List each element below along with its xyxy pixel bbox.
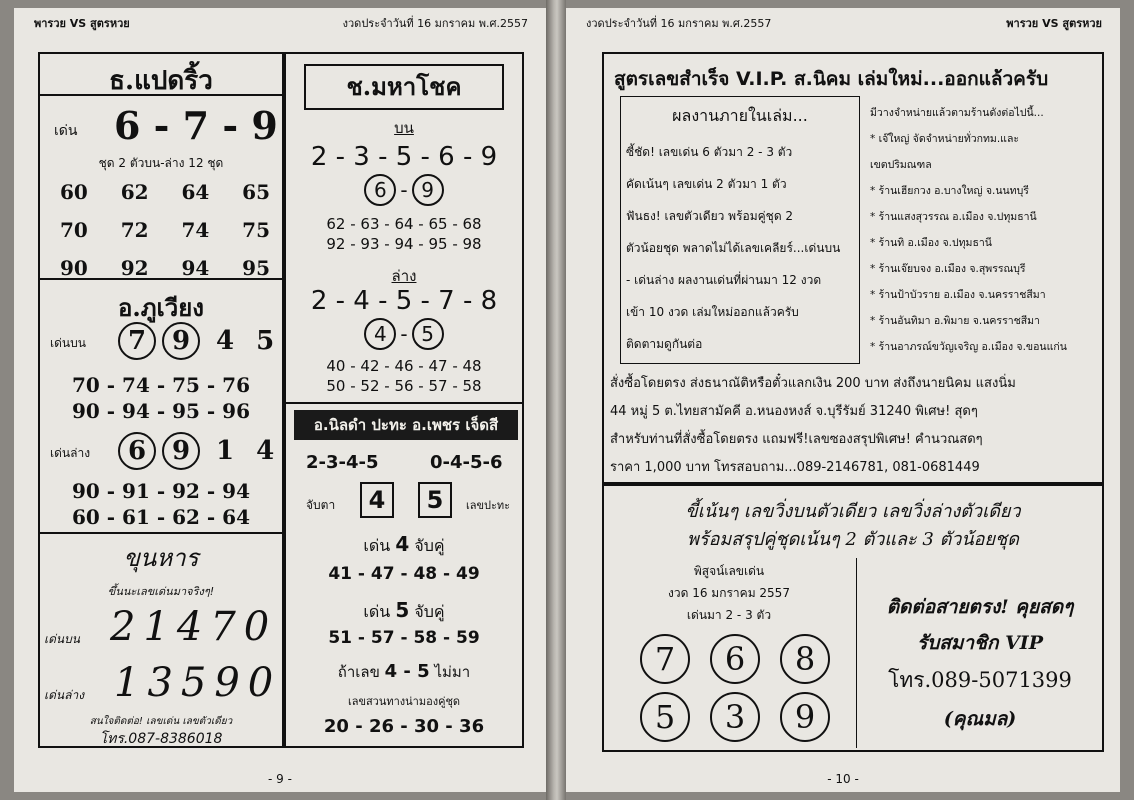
panel-e-clash-label: เลขปะทะ [466, 499, 511, 512]
panel-e-lead-4 [286, 532, 522, 559]
panel-a-lead-numbers: 6 - 7 - 9 [114, 103, 278, 148]
bottom-line-1: ขี้เน้นๆ เลขวิ่งบนตัวเดียว เลขวิ่งล่างตัวเดียว [685, 501, 1021, 522]
lead-number: 4 [395, 532, 410, 556]
panel-b-bottom-label: เด่นล่าง [50, 446, 91, 460]
panel-e-final: 20 - 26 - 30 - 36 [323, 716, 485, 737]
vip-results-head: ผลงานภายในเล่ม... [672, 106, 808, 125]
pick-number: 4 [256, 436, 275, 466]
panel-c-phone: โทร.087-8386018 [99, 731, 223, 747]
grid-cell: 95 [242, 256, 270, 280]
vip-shops [870, 100, 1100, 360]
grid-cell: 64 [181, 180, 210, 204]
panel-d-bottom-main: 2 - 4 - 5 - 7 - 8 [310, 286, 498, 316]
panel-a-lead-label: เด่น [54, 123, 78, 139]
result-line: ติดตามดูกันต่อ [626, 337, 703, 351]
order-line: ราคา 1,000 บาท โทรสอบถาม...089-2146781, 081-0681449 [610, 460, 980, 475]
shop-item: * ร้านเจ๊ยบจง อ.เมือง จ.สุพรรณบุรี [870, 263, 1026, 275]
circled-number: 8 [780, 634, 830, 684]
vip-title: สูตรเลขสำเร็จ V.I.P. ส.นิคม เล่มใหม่...ออกแล้วครับ [614, 68, 1049, 90]
right-page [566, 8, 1120, 792]
proof-title: พิสูจน์เลขเด่น [693, 564, 765, 578]
circled-number: 5 [412, 318, 444, 350]
pick-number: 5 [256, 326, 275, 356]
lead-label: เด่น [363, 602, 391, 621]
right-brand: พารวย VS สูตรหวย [1006, 17, 1102, 30]
panel-d-bottom-circles: 4 - 5 [286, 318, 522, 350]
panel-c-bottom-number: 13590 [114, 660, 282, 706]
result-line: ซี้ชัด! เลขเด่น 6 ตัวมา 2 - 3 ตัว [626, 145, 793, 159]
divider [40, 532, 282, 534]
right-page-number: - 10 - [827, 772, 859, 786]
grid-cell: 94 [181, 256, 210, 280]
number-row: 40 - 42 - 46 - 47 - 48 [326, 357, 482, 375]
lead-suffix: จับคู่ [414, 536, 445, 555]
circled-number: 5 [640, 692, 690, 742]
shop-item: * ร้านเฮียกวง อ.บางใหญ่ จ.นนทบุรี [870, 185, 1029, 197]
panel-c-title: ขุนหาร [123, 544, 199, 572]
shop-item: * ร้านแสงสุวรรณ อ.เมือง จ.ปทุมธานี [870, 211, 1037, 223]
panel-d-top-circles: 6 - 9 [286, 174, 522, 206]
proof-hit: เด่นมา 2 - 3 ตัว [686, 608, 772, 622]
panel-c-bottom-label: เด่นล่าง [44, 688, 85, 702]
shops-intro: มีวางจำหน่ายแล้วตามร้านดังต่อไปนี้... [870, 107, 1044, 119]
shop-item: * ร้านอันทิมา อ.พิมาย จ.นครราชสีมา [870, 315, 1040, 327]
circled-number: 7 [118, 322, 156, 360]
contact-line-1: ติดต่อสายตรง! คุยสดๆ [886, 596, 1074, 618]
panel-d-bottom-label: ล่าง [391, 267, 417, 285]
right-draw-date: งวดประจำวันที่ 16 มกราคม พ.ศ.2557 [586, 17, 772, 30]
proof-draw: งวด 16 มกราคม 2557 [668, 586, 790, 600]
vip-order-info [610, 370, 1100, 482]
order-line: สำหรับท่านที่สั่งซื้อโดยตรง แถมฟรี!เลขซองสรุปพิเศษ! คำนวณสดๆ [610, 432, 983, 447]
left-page [14, 8, 546, 792]
panel-e-set2: 0-4-5-6 [430, 452, 503, 473]
order-line: 44 หมู่ 5 ต.ไทยสามัคคี อ.หนองหงส์ จ.บุรีรัมย์ 31240 พิเศษ! สุดๆ [610, 404, 978, 419]
circled-number: 9 [780, 692, 830, 742]
panel-d-top-main: 2 - 3 - 5 - 6 - 9 [310, 142, 498, 172]
proof-block [606, 560, 852, 626]
shop-item: * ร้านอาภรณ์ขวัญเจริญ อ.เมือง จ.ขอนแก่น [870, 341, 1067, 353]
number-row: 92 - 93 - 94 - 95 - 98 [326, 235, 482, 253]
number-row: 90 - 94 - 95 - 96 [71, 399, 250, 423]
grid-cell: 92 [120, 256, 149, 280]
panel-e-row-4: 41 - 47 - 48 - 49 [328, 564, 480, 584]
shop-item: * ร้านทิ อ.เมือง จ.ปทุมธานี [870, 237, 992, 249]
number-row: 50 - 52 - 56 - 57 - 58 [326, 377, 482, 395]
shop-item: * ร้านป้าบัวราย อ.เมือง จ.นครราชสีมา [870, 289, 1046, 301]
if-suffix: ไม่มา [434, 663, 471, 681]
contact-line-2: รับสมาชิก VIP [917, 632, 1043, 654]
panel-b-bottom-picks [118, 432, 274, 470]
panel-a-grid [60, 180, 270, 280]
panel-e-pick-label: จับตา [306, 498, 336, 512]
contact-phone: โทร.089-5071399 [888, 668, 1072, 692]
panel-e-set1: 2-3-4-5 [306, 452, 379, 473]
pick-number: 4 [216, 326, 235, 356]
circled-number: 9 [162, 432, 200, 470]
lead-label: เด่น [363, 536, 391, 555]
panel-e-row-5: 51 - 57 - 58 - 59 [328, 628, 480, 648]
panel-d-top-rows [286, 214, 522, 254]
panel-d-top-label: บน [394, 119, 414, 137]
panel-d-title: ช.มหาโชค [304, 64, 504, 110]
grid-cell: 90 [60, 256, 88, 280]
grid-cell: 74 [181, 218, 210, 242]
panel-b-top-rows [40, 372, 282, 424]
panel-c-top-label: เด่นบน [44, 632, 80, 646]
left-brand: พารวย VS สูตรหวย [34, 17, 130, 30]
vip-results-lines [626, 136, 856, 360]
grid-row [60, 218, 270, 242]
panel-c-top-number: 21470 [110, 604, 278, 650]
number-row: 62 - 63 - 64 - 65 - 68 [326, 215, 482, 233]
panel-b-title: อ.ภูเวียง [117, 293, 205, 322]
square-number: 4 [360, 482, 394, 518]
divider [856, 558, 857, 748]
circled-number: 6 [364, 174, 396, 206]
panel-b-top-label: เด่นบน [50, 336, 86, 350]
result-line: ฟันธง! เลขตัวเดียว พร้อมคู่ชุด 2 [626, 209, 794, 223]
circled-number: 7 [640, 634, 690, 684]
left-header [34, 14, 528, 32]
number-row: 60 - 61 - 62 - 64 [71, 505, 250, 529]
circled-number: 4 [364, 318, 396, 350]
panel-e-lead-5 [286, 598, 522, 625]
number-row: 70 - 74 - 75 - 76 [71, 373, 250, 397]
lead-number: 5 [395, 598, 410, 622]
circled-number: 9 [412, 174, 444, 206]
pick-number: 1 [216, 436, 235, 466]
grid-cell: 60 [60, 180, 88, 204]
grid-cell: 75 [242, 218, 270, 242]
order-line: สั่งซื้อโดยตรง ส่งธนาณัติหรือตั๋วแลกเงิน 200 บาท ส่งถึงนายนิคม แสงนิ่ม [610, 376, 1016, 391]
panel-b-top-picks [118, 322, 274, 360]
panel-a-title: ธ.แปดริ้ว [109, 66, 213, 96]
if-numbers: 4 - 5 [384, 661, 430, 682]
grid-row [60, 256, 270, 280]
left-draw-date: งวดประจำวันที่ 16 มกราคม พ.ศ.2557 [342, 17, 528, 30]
panel-d-bottom-rows [286, 356, 522, 396]
number-row: 90 - 91 - 92 - 94 [71, 479, 250, 503]
grid-cell: 62 [120, 180, 149, 204]
grid-cell: 72 [120, 218, 149, 242]
lead-suffix: จับคู่ [414, 602, 445, 621]
shop-item: เขตปริมณฑล [870, 159, 932, 171]
result-line: คัดเน้นๆ เลขเด่น 2 ตัวมา 1 ตัว [626, 177, 787, 191]
circled-number: 6 [710, 634, 760, 684]
panel-c-footer: สนใจติดต่อ! เลขเด่น เลขตัวเดียว [89, 716, 233, 727]
circled-number: 6 [118, 432, 156, 470]
circled-number: 9 [162, 322, 200, 360]
panel-e-if [286, 660, 522, 684]
grid-cell: 70 [60, 218, 88, 242]
grid-row [60, 180, 270, 204]
panel-a-subtitle: ชุด 2 ตัวบน-ล่าง 12 ชุด [98, 156, 224, 170]
panel-b-bottom-rows [40, 478, 282, 530]
divider [40, 278, 282, 280]
grid-cell: 65 [242, 180, 270, 204]
bottom-line-2: พร้อมสรุปคู่ชุดเน้นๆ 2 ตัวและ 3 ตัวน้อยชุด [687, 529, 1019, 550]
left-page-number: - 9 - [268, 772, 292, 786]
result-line: เข้า 10 งวด เล่มใหม่ออกแล้วครับ [626, 305, 799, 319]
result-line: - เด่นล่าง ผลงานเด่นที่ผ่านมา 12 งวด [626, 273, 822, 287]
book-gutter [546, 0, 566, 800]
result-line: ตัวน้อยชุด พลาดไม่ได้เลขเคลียร์...เด่นบน [626, 241, 841, 255]
circled-number: 3 [710, 692, 760, 742]
if-label: ถ้าเลข [337, 663, 380, 681]
contact-name: (คุณมล) [943, 708, 1017, 730]
proof-circles [630, 634, 840, 742]
panel-e-note: เลขสวนทางน่ามองคู่ชุด [347, 695, 461, 708]
square-number: 5 [418, 482, 452, 518]
divider [286, 402, 522, 404]
divider [40, 94, 282, 96]
right-header [586, 14, 1102, 32]
panel-c-tagline: ขึ้นนะเลขเด่นมาจริงๆ! [107, 585, 215, 598]
shop-item: * เจ๊ใหญ่ จัดจำหน่ายทั่วกทม.และ [870, 133, 1020, 145]
panel-e-title: อ.นิลดำ ปะทะ อ.เพชร เจ็ดสี [294, 410, 518, 440]
